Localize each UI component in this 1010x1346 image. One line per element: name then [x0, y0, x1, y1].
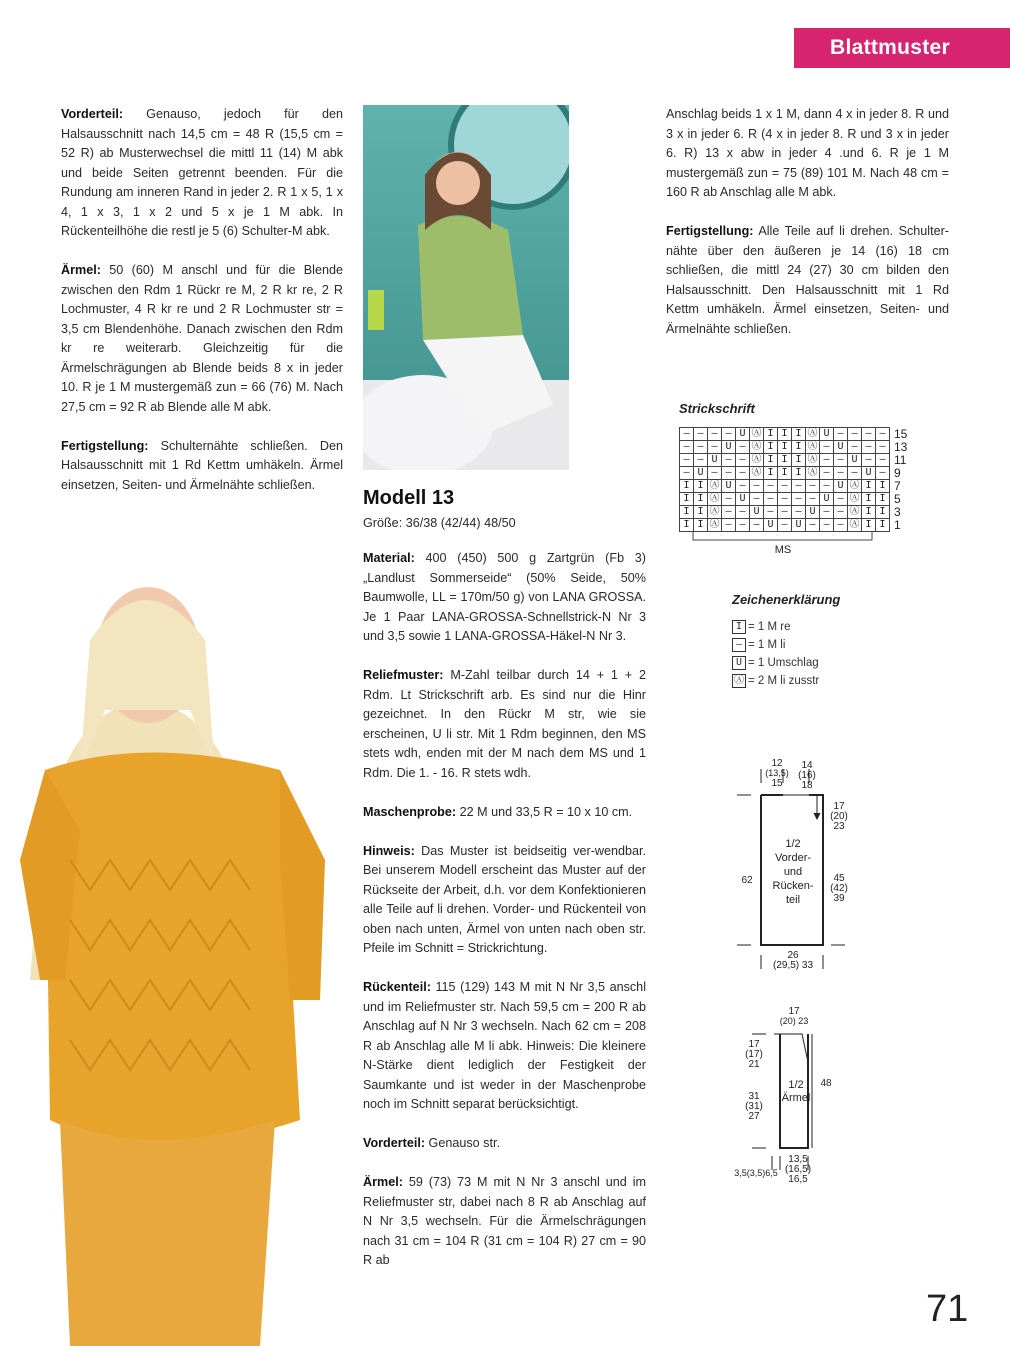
chart-cell: — — [722, 519, 736, 532]
chart-cell: — — [778, 480, 792, 493]
svg-text:(17): (17) — [745, 1049, 763, 1060]
chart-cell: U — [834, 480, 848, 493]
chart-cell: — — [834, 506, 848, 519]
svg-text:27: 27 — [748, 1111, 760, 1122]
chart-cell: I — [778, 454, 792, 467]
chart-cell: I — [778, 467, 792, 480]
legend-item: — = 1 M li — [732, 638, 819, 652]
chart-cell: U — [820, 428, 834, 441]
chart-cell: Ⓐ — [709, 519, 720, 530]
chart-cell: — — [722, 493, 736, 506]
svg-text:1/2: 1/2 — [788, 1079, 804, 1091]
svg-text:16,5: 16,5 — [788, 1174, 808, 1185]
chart-cell: I — [876, 506, 890, 519]
chart-cell: U — [764, 519, 778, 532]
chart-cell: — — [680, 454, 694, 467]
chart-grid — [679, 427, 915, 532]
chart-cell: U — [848, 454, 862, 467]
chart-row — [680, 480, 915, 493]
chart-cell: Ⓐ — [709, 493, 720, 504]
chart-cell: — — [708, 467, 722, 480]
chart-cell: U — [792, 519, 806, 532]
legend-item: Ⓐ = 2 M li zusstr — [734, 675, 820, 688]
chart-cell: I — [680, 519, 694, 532]
chart-cell: — — [834, 467, 848, 480]
chart-row-number: 3 — [894, 505, 901, 519]
chart-cell: — — [722, 467, 736, 480]
ms-label: MS — [774, 544, 792, 556]
svg-text:18: 18 — [801, 780, 813, 791]
svg-text:21: 21 — [748, 1059, 760, 1070]
paragraph-material: Material: 400 (450) 500 g Zartgrün (Fb 3) „Landlust Sommerseide“ (50% Seide, 50% Baumwolle, LL = 170m/50 g) von LANA GROSSA. Je 1 Paar LANA-GROSSA-Schnellstrick-N Nr 3 und 3,5 sowie 1 LANA-GROSSA-Häkel-N Nr 3. — [363, 551, 646, 643]
chart-row — [680, 493, 915, 506]
chart-cell: — — [722, 506, 736, 519]
chart-cell: — — [750, 480, 764, 493]
photo-model-yellow — [0, 560, 345, 1346]
chart-cell: I — [778, 441, 792, 454]
chart-cell: I — [862, 480, 876, 493]
chart-row-number: 11 — [894, 453, 907, 467]
sleeve-schematic — [730, 1002, 850, 1192]
chart-cell: I — [778, 428, 792, 441]
chart-row — [680, 506, 915, 519]
svg-text:3,5(3,5)6,5: 3,5(3,5)6,5 — [734, 1168, 778, 1178]
model-size: Größe: 36/38 (42/44) 48/50 — [363, 516, 516, 530]
chart-cell: U — [750, 506, 764, 519]
chart-cell: Ⓐ — [807, 441, 818, 452]
chart-cell: — — [694, 454, 708, 467]
chart-cell: Ⓐ — [807, 454, 818, 465]
svg-text:17: 17 — [833, 801, 845, 812]
svg-text:17: 17 — [748, 1039, 760, 1050]
paragraph-aermel-cont: Anschlag beids 1 x 1 M, dann 4 x in jeder 8. R und 3 x in jeder 6. R (4 x in jeder 8. R und 3 x in jeder 6. R) 13 x abw in jeder 4 .und 6. R je 1 M mustergemäß zun = 75 (89) 101 M. Nach 48 cm = 160 R ab Anschlag alle M abk. — [666, 107, 949, 199]
svg-text:Ärmel: Ärmel — [781, 1092, 811, 1104]
chart-cell: I — [792, 428, 806, 441]
chart-cell: — — [708, 441, 722, 454]
chart-cell: — — [820, 506, 834, 519]
chart-cell: — — [722, 428, 736, 441]
svg-text:(16,5): (16,5) — [784, 1164, 812, 1175]
legend-item: U = 1 Umschlag — [732, 656, 819, 670]
chart-cell: — — [876, 428, 890, 441]
chart-cell: — — [834, 428, 848, 441]
chart-cell: — — [736, 480, 750, 493]
chart-cell: Ⓐ — [849, 480, 860, 491]
chart-cell: — — [848, 441, 862, 454]
legend — [732, 616, 819, 692]
chart-row-number: 1 — [894, 518, 901, 532]
svg-text:31: 31 — [748, 1091, 760, 1102]
chart-row — [680, 519, 915, 532]
paragraph-aermel: Ärmel: 50 (60) M anschl und für die Blende zwischen den Rdm 1 Rückr re M, 2 R kr re, 2 R Lochmuster, 4 R kr re und 2 R Lochmuster str = 3,5 cm Blendenhöhe. Danach zwischen den Rdm kr re weiterarb. Gleichzeitig für die Ärmelschrägungen ab Blende beids 8 x in jeder 10. R je 1 M mustergemäß zun = 66 (76) M. Nach 27,5 cm = 92 R ab Blende alle M abk. — [61, 263, 343, 414]
chart-cell: — — [862, 441, 876, 454]
right-text-column — [666, 105, 949, 359]
knit-symbol-icon: I — [732, 620, 746, 634]
chart-cell: I — [694, 506, 708, 519]
svg-text:(29,5) 33: (29,5) 33 — [772, 960, 814, 971]
chart-cell: — — [820, 480, 834, 493]
svg-text:14: 14 — [801, 760, 813, 771]
chart-cell: — — [680, 467, 694, 480]
chart-cell: — — [778, 506, 792, 519]
chart-cell: — — [764, 493, 778, 506]
body-schematic — [725, 755, 865, 975]
svg-text:26: 26 — [787, 950, 799, 961]
left-text-column — [61, 105, 343, 515]
chart-cell: Ⓐ — [807, 467, 818, 478]
model-title: Modell 13 — [363, 487, 455, 509]
chart-cell: I — [862, 506, 876, 519]
paragraph-fertigstellung-2: Fertigstellung: Alle Teile auf li drehen. Schulter-nähte über den äußeren je 14 (16) 18 cm schließen, die mittl 24 (27) 30 cm bilden den Halsausschnitt. Den Halsausschnitt mit 1 Rd Kettm umhäkeln. Ärmel einsetzen, Seiten- und Ärmelnähte schließen. — [666, 224, 949, 336]
chart-title: Strickschrift — [679, 401, 755, 416]
chart-cell: — — [876, 441, 890, 454]
chart-row — [680, 467, 915, 480]
chart-row — [680, 428, 915, 441]
svg-text:Rücken-: Rücken- — [772, 880, 814, 892]
svg-text:17: 17 — [788, 1006, 800, 1017]
purl-symbol-icon: — — [732, 638, 746, 652]
chart-row-number: 9 — [894, 466, 901, 480]
svg-text:und: und — [783, 866, 803, 878]
chart-cell: U — [862, 467, 876, 480]
chart-cell: Ⓐ — [751, 454, 762, 465]
chart-cell: I — [876, 480, 890, 493]
legend-item: I = 1 M re — [732, 620, 819, 634]
chart-cell: — — [680, 441, 694, 454]
chart-cell: I — [764, 428, 778, 441]
chart-cell: I — [764, 454, 778, 467]
svg-text:62: 62 — [741, 875, 753, 886]
chart-cell: — — [820, 441, 834, 454]
chart-cell: I — [876, 519, 890, 532]
chart-cell: — — [680, 428, 694, 441]
paragraph-reliefmuster: Reliefmuster: M-Zahl teilbar durch 14 + 1 + 2 Rdm. Lt Strickschrift arb. Es sind nur die Hinr gezeichnet. In den Rückr M str, wie sie erscheinen, U li str. Mit 1 Rdm beginnen, den MS stets wdh, enden mit der M nach dem MS und 1 Rdm. Die 1. - 16. R stets wdh. — [363, 668, 646, 780]
chart-cell: Ⓐ — [751, 441, 762, 452]
chart-cell: U — [806, 506, 820, 519]
chart-cell: — — [750, 493, 764, 506]
chart-cell: I — [764, 467, 778, 480]
chart-cell: — — [834, 454, 848, 467]
chart-cell: Ⓐ — [709, 506, 720, 517]
paragraph-rueckenteil: Rückenteil: 115 (129) 143 M mit N Nr 3,5 anschl und im Reliefmuster str. Nach 59,5 cm = 200 R ab Anschlag auf N Nr 3 wechseln. Nach 62 cm = 208 R ab Anschlag alle M li abk. Hinweis: Die kleinere N-Stärke dient lediglich der Festigkeit der Saumkante und ist weder in der Maschenprobe noch im Schnitt separat berücksichtigt. — [363, 980, 646, 1111]
chart-cell: — — [694, 428, 708, 441]
chart-cell: — — [820, 467, 834, 480]
chart-cell: — — [722, 454, 736, 467]
svg-text:(13,5): (13,5) — [765, 768, 789, 778]
chart-cell: U — [722, 480, 736, 493]
chart-cell: — — [876, 467, 890, 480]
chart-cell: — — [862, 454, 876, 467]
chart-cell: — — [764, 480, 778, 493]
paragraph-vorderteil: Vorderteil: Genauso, jedoch für den Halsausschnitt nach 14,5 cm = 48 R (15,5 cm = 52 R) ab Musterwechsel die mittl 11 (14) M abk und beide Seiten getrennt beenden. Für die Rundung am inneren Rand in jeder 2. R 1 x 5, 1 x 4, 1 x 3, 1 x 2 und 5 x je 1 M abk. In Rückenteilhöhe die restl je 5 (6) Schulter-M abk. — [61, 107, 343, 238]
chart-cell: — — [876, 454, 890, 467]
chart-cell: I — [694, 480, 708, 493]
svg-text:(20): (20) — [830, 811, 848, 822]
chart-cell: — — [778, 493, 792, 506]
page-number: 71 — [926, 1288, 969, 1330]
svg-text:48: 48 — [820, 1078, 832, 1089]
yarn-over-symbol-icon: U — [732, 656, 746, 670]
chart-cell: — — [764, 506, 778, 519]
chart-cell: — — [792, 480, 806, 493]
svg-text:45: 45 — [833, 873, 845, 884]
knitting-chart — [679, 427, 915, 556]
chart-cell: Ⓐ — [751, 467, 762, 478]
section-banner: Blattmuster — [794, 28, 1010, 68]
chart-cell: — — [792, 493, 806, 506]
chart-cell: I — [792, 454, 806, 467]
chart-cell: — — [708, 428, 722, 441]
chart-row-number: 7 — [894, 479, 901, 493]
paragraph-aermel-2: Ärmel: 59 (73) 73 M mit N Nr 3 anschl und im Reliefmuster str, dabei nach 8 R ab Anschlag auf N Nr 3,5 wechseln. Für die Ärmelschrägungen nach 31 cm = 104 R (31 cm = 104 R) 27 cm = 90 R ab — [363, 1175, 646, 1267]
chart-cell: — — [820, 454, 834, 467]
chart-cell: U — [736, 493, 750, 506]
chart-row-number: 13 — [894, 440, 908, 454]
chart-cell: U — [736, 428, 750, 441]
chart-cell: Ⓐ — [849, 493, 860, 504]
chart-cell: I — [680, 480, 694, 493]
chart-cell: Ⓐ — [849, 506, 860, 517]
chart-cell: I — [764, 441, 778, 454]
chart-cell: Ⓐ — [807, 428, 818, 439]
svg-text:15: 15 — [771, 778, 783, 789]
chart-cell: — — [834, 519, 848, 532]
svg-text:(16): (16) — [798, 770, 816, 781]
paragraph-fertigstellung: Fertigstellung: Schulternähte schließen. Den Halsausschnitt mit 1 Rd Kettm umhäkeln. Ärmel einsetzen, Seiten- und Ärmelnähte schließen. — [61, 438, 343, 492]
chart-cell: — — [778, 519, 792, 532]
chart-cell: — — [806, 493, 820, 506]
chart-cell: I — [876, 493, 890, 506]
chart-cell: — — [806, 480, 820, 493]
chart-cell: — — [694, 441, 708, 454]
svg-text:Vorder-: Vorder- — [774, 852, 812, 864]
chart-cell: Ⓐ — [709, 480, 720, 491]
chart-cell: — — [736, 441, 750, 454]
chart-cell: — — [736, 519, 750, 532]
svg-text:13,5: 13,5 — [788, 1154, 808, 1165]
chart-row-number: 15 — [894, 427, 908, 441]
svg-text:39: 39 — [833, 893, 845, 904]
svg-text:(31): (31) — [745, 1101, 763, 1112]
chart-cell: I — [680, 506, 694, 519]
chart-cell: — — [862, 428, 876, 441]
paragraph-maschenprobe: Maschenprobe: 22 M und 33,5 R = 10 x 10 cm. — [363, 804, 633, 819]
chart-cell: — — [806, 519, 820, 532]
svg-text:(20) 23: (20) 23 — [779, 1016, 809, 1026]
chart-cell: U — [820, 493, 834, 506]
svg-text:23: 23 — [833, 821, 845, 832]
chart-cell: U — [708, 454, 722, 467]
chart-cell: — — [820, 519, 834, 532]
chart-row — [680, 454, 915, 467]
chart-cell: — — [834, 493, 848, 506]
paragraph-vorderteil-2: Vorderteil: Genauso str. — [363, 1136, 500, 1150]
chart-cell: — — [792, 506, 806, 519]
chart-cell: U — [694, 467, 708, 480]
svg-text:1/2: 1/2 — [785, 838, 801, 850]
chart-row-number: 5 — [894, 492, 901, 506]
photo-model-green — [363, 105, 569, 470]
chart-cell: — — [848, 428, 862, 441]
svg-text:12: 12 — [771, 758, 783, 769]
paragraph-hinweis: Hinweis: Das Muster ist beidseitig ver-wendbar. Bei unserem Modell erscheint das Muster auf der Rückseite der Arbeit, d.h. vor dem Konfektionieren alle Teile auf li drehen. Vorder- und Rückenteil von oben nach unten, Ärmel von unten nach oben str. Pfeile im Schnitt = Strickrichtung. — [363, 843, 646, 955]
chart-cell: U — [834, 441, 848, 454]
chart-cell: Ⓐ — [751, 428, 762, 439]
chart-cell: — — [736, 454, 750, 467]
svg-text:teil: teil — [785, 894, 801, 906]
svg-text:(42): (42) — [830, 883, 848, 894]
chart-cell: — — [736, 506, 750, 519]
purl-two-together-symbol-icon: Ⓐ — [734, 675, 744, 686]
chart-repeat-bracket — [679, 532, 899, 556]
chart-cell: Ⓐ — [849, 519, 860, 530]
chart-cell: — — [736, 467, 750, 480]
chart-cell: I — [694, 493, 708, 506]
legend-title: Zeichenerklärung — [732, 592, 841, 607]
chart-cell: I — [862, 519, 876, 532]
chart-cell: I — [792, 441, 806, 454]
chart-cell: — — [750, 519, 764, 532]
chart-row — [680, 441, 915, 454]
chart-cell: I — [680, 493, 694, 506]
chart-cell: I — [862, 493, 876, 506]
chart-cell: U — [722, 441, 736, 454]
chart-cell: — — [848, 467, 862, 480]
chart-cell: I — [694, 519, 708, 532]
middle-text-column — [363, 487, 646, 1290]
chart-cell: I — [792, 467, 806, 480]
